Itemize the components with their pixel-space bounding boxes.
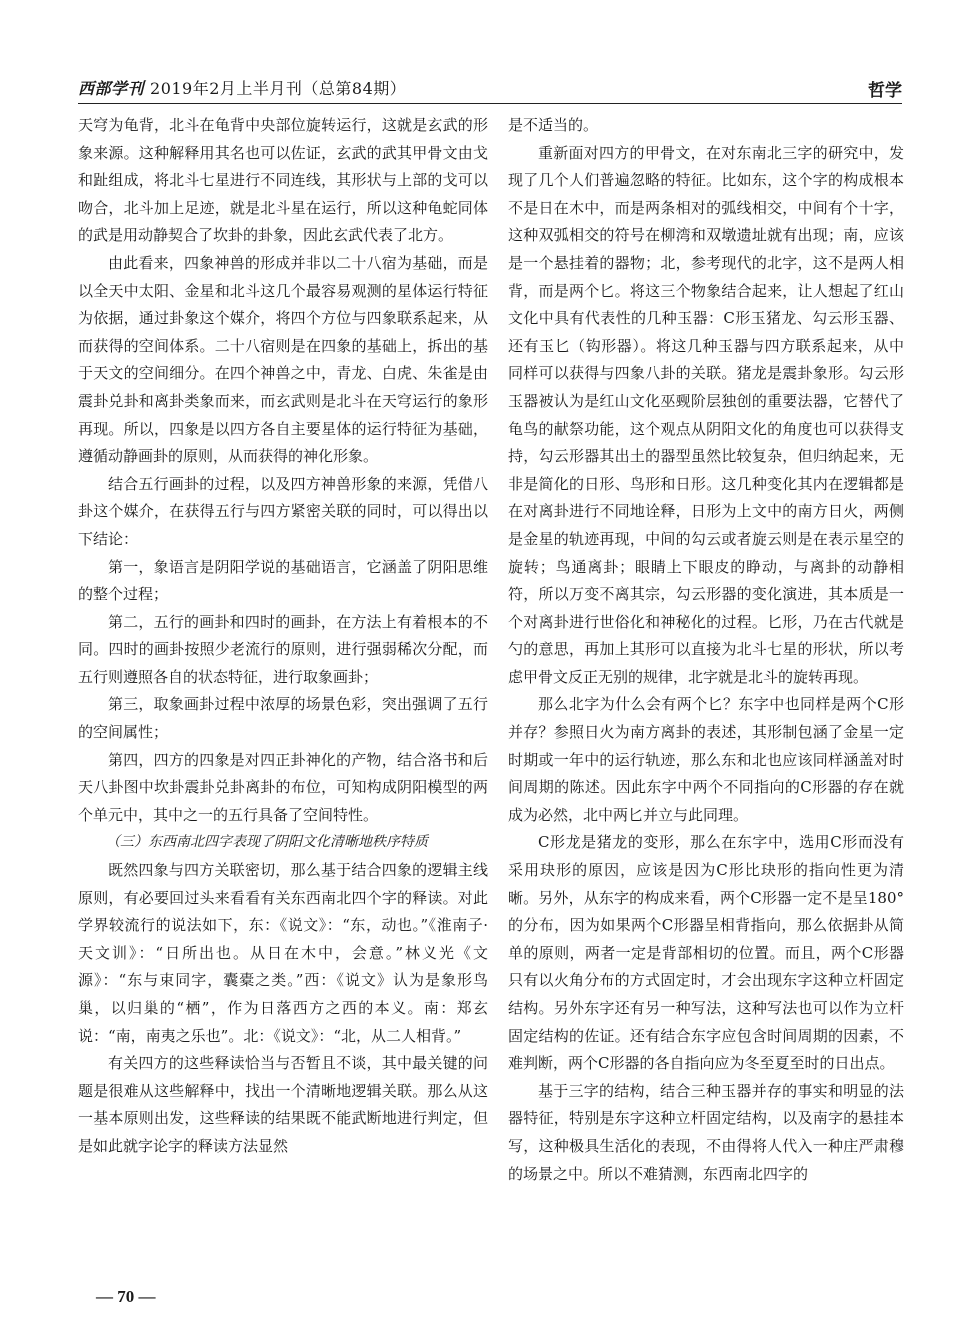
subsection-heading: （三）东西南北四字表现了阴阳文化清晰地秩序特质 [106, 834, 428, 851]
paragraph: 既然四象与四方关联密切，那么基于结合四象的逻辑主线原则，有必要回过头来看看有关东西南北四个字的释读。对此学界较流行的说法如下，东：《说文》：“东，动也。”《淮南子·天文训》：“日所出也。从日在木中，会意。”林义光《文源》：“东与束同字，囊橐之类。”西：《说文》认为是象形鸟巢，以归巢的“栖”，作为日落西方之西的本义。南：郑玄说：“南，南夷之乐也”。北：《说文》：“北，从二人相背。” [78, 861, 488, 1045]
right-column [508, 112, 904, 1188]
page-number: — 70 — [96, 1287, 156, 1306]
paragraph: 那么北字为什么会有两个匕？东字中也同样是两个C形并存？参照日火为南方离卦的表述，其形制包涵了金星一定时期或一年中的运行轨迹，那么东和北也应该同样涵盖对时间周期的陈述。因此东字中两个不同指向的C形器的存在就成为必然，北中两匕并立与此同理。 [508, 695, 904, 824]
paragraph: 第四，四方的四象是对四正卦神化的产物，结合洛书和后天八卦图中坎卦震卦兑卦离卦的布位，可知构成阴阳模型的两个单元中，其中之一的五行具备了空间特性。 [78, 750, 488, 824]
paragraph: 结合五行画卦的过程，以及四方神兽形象的来源，凭借八卦这个媒介，在获得五行与四方紧密关联的同时，可以得出以下结论： [78, 474, 488, 548]
paragraph: 有关四方的这些释读恰当与否暂且不谈，其中最关键的问题是很难从这些解释中，找出一个清晰地逻辑关联。那么从这一基本原则出发，这些释读的结果既不能武断地进行判定，但是如此就字论字的释读方法显然 [78, 1054, 488, 1155]
paragraph: 天穹为龟背，北斗在龟背中央部位旋转运行，这就是玄武的形象来源。这种解释用其名也可以佐证，玄武的武其甲骨文由戈和趾组成，将北斗七星进行不同连线，其形状与上部的戈可以吻合，北斗加上足迹，就是北斗星在运行，所以这种龟蛇同体的武是用动静契合了坎卦的卦象，因此玄武代表了北方。 [78, 116, 488, 245]
section-label: 哲学 [868, 81, 902, 101]
paragraph: 是不适当的。 [508, 116, 599, 134]
paragraph: 基于三字的结构，结合三种玉器并存的事实和明显的法器特征，特别是东字这种立杆固定结构，以及南字的悬挂本写，这种极具生活化的表现，不由得将人代入一种庄严肃穆的场景之中。所以不难猜测，东西南北四字的 [508, 1081, 904, 1183]
paragraph: 重新面对四方的甲骨文，在对东南北三字的研究中，发现了几个人们普遍忽略的特征。比如东，这个字的构成根本不是日在木中，而是两条相对的弧线相交，中间有个十字，这种双弧相交的符号在柳湾和双墩遗址就有出现；南，应该是一个悬挂着的器物；北，参考现代的北字，这不是两人相背，而是两个匕。将这三个物象结合起来，让人想起了红山文化中具有代表性的几种玉器：C形玉猪龙、勾云形玉器、还有玉匕（钩形器）。将这几种玉器与四方联系起来，从中同样可以获得与四象八卦的关联。猪龙是震卦象形。勾云形玉器被认为是红山文化巫觋阶层独创的重要法器，它替代了龟鸟的献祭功能，这个观点从阴阳文化的角度也可以获得支持，勾云形器其出土的器型虽然比较复杂，但归纳起来，无非是简化的日形、鸟形和日形。这几种变化其内在逻辑都是在对离卦进行不同地诠释，日形为上文中的南方日火，两侧是金星的轨迹再现，中间的勾云或者旋云则是在表示星空的旋转；鸟通离卦；眼睛上下眼皮的睁动，与离卦的动静相符，所以万变不离其宗，勾云形器的变化演进，其本质是一个对离卦进行世俗化和神秘化的过程。匕形，乃在古代就是勺的意思，再加上其形可以直接为北斗七星的形状，所以考虑甲骨文反正无别的规律，北字就是北斗的旋转再现。 [508, 143, 904, 686]
page-header [78, 72, 902, 102]
journal-name: 西部学刊 [78, 79, 145, 98]
header-rule [78, 103, 902, 104]
paragraph: 第一，象语言是阴阳学说的基础语言，它涵盖了阴阳思维的整个过程； [78, 557, 488, 604]
issue-info: 2019年2月上半月刊（总第84期） [150, 79, 407, 98]
paragraph: 由此看来，四象神兽的形成并非以二十八宿为基础，而是以全天中太阳、金星和北斗这几个最容易观测的星体运行特征为依据，通过卦象这个媒介，将四个方位与四象联系起来，从而获得的空间体系。二十八宿则是在四象的基础上，拆出的基于天文的空间细分。在四个神兽之中，青龙、白虎、朱雀是由震卦兑卦和离卦类象而来，而玄武则是北斗在天穹运行的象形再现。所以，四象是以四方各自主要星体的运行特征为基础，遵循动静画卦的原则，从而获得的神化形象。 [78, 253, 488, 466]
paragraph: C形龙是猪龙的变形，那么在东字中，选用C形而没有采用玦形的原因，应该是因为C形比玦形的指向性更为清晰。另外，从东字的构成来看，两个C形器一定不是呈180°的分布，因为如果两个C形器呈相背指向，那么依据卦从简单的原则，两者一定是背部相切的位置。而且，两个C形器只有以火角分布的方式固定时，才会出现东字这种立杆固定结构。另外东字还有另一种写法，这种写法也可以作为立杆固定结构的佐证。还有结合东字应包含时间周期的因素，不难判断，两个C形器的各自指向应为冬至夏至时的日出点。 [508, 833, 904, 1073]
header-left [78, 76, 406, 99]
left-column [78, 112, 488, 1161]
paragraph: 第三，取象画卦过程中浓厚的场景色彩，突出强调了五行的空间属性； [78, 695, 488, 742]
paragraph: 第二，五行的画卦和四时的画卦，在方法上有着根本的不同。四时的画卦按照少老流行的原则，进行强弱稀次分配，而五行则遵照各自的状态特征，进行取象画卦； [78, 612, 488, 686]
